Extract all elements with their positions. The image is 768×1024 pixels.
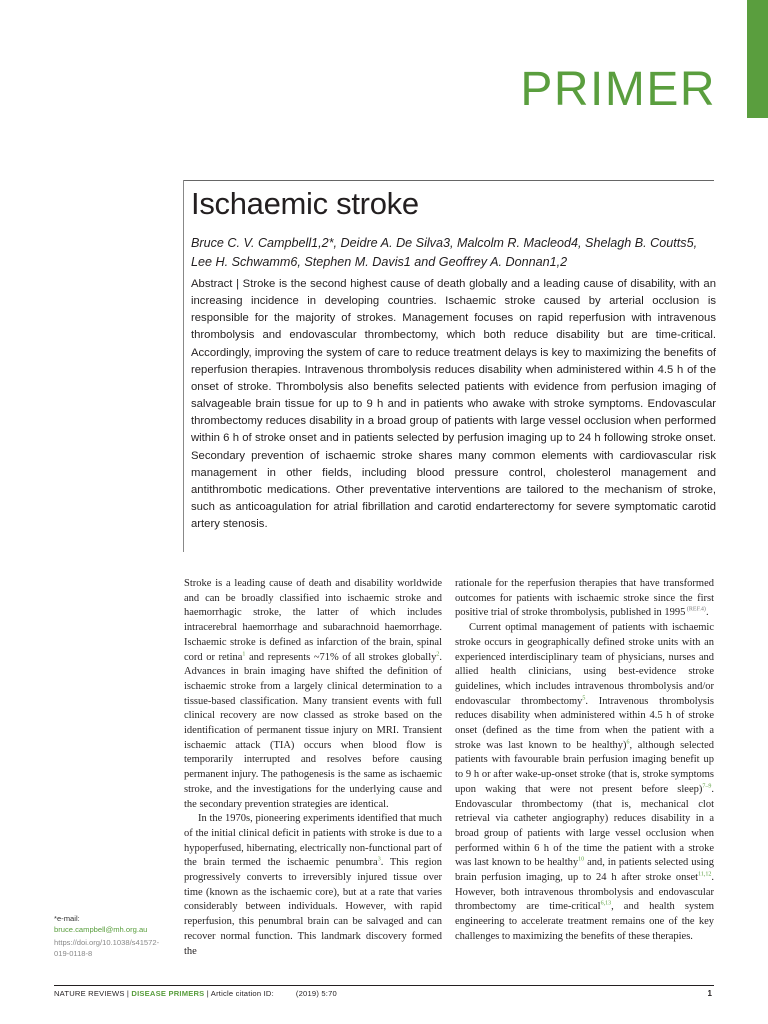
abstract: Abstract | Stroke is the second highest cause of death globally and a leading cause of disability, with an increasing incidence in developing countries. Ischaemic stroke caused by arterial occlusion is responsible for the majority of strokes. Management focuses on rapid reperfusion with intravenous thrombolysis and endovascular thrombectomy, which both reduce disability but are time-critical. Accordingly, improving the system of care to reduce treatment delays is key to maximizing the benefits of reperfusion therapies. Intravenous thrombolysis reduces disability when administered within 4.5 h of the onset of stroke. Thrombolysis also benefits selected patients with evidence from perfusion imaging of salvageable brain tissue for up to 9 h and in patients who awake with stroke symptoms. Endovascular thrombectomy reduces disability in a broad group of patients with large vessel occlusion when performed within 6 h of stroke onset and in patients selected by perfusion imaging up to 24 h following stroke onset. Secondary prevention of ischaemic stroke shares many common elements with cardiovascular risk management in other fields, including blood pressure control, cholesterol management and antithrombotic medications. Other preventative interventions are tailored to the mechanism of stroke, such as anticoagulation for atrial fibrillation and carotid endarterectomy for severe symptomatic carotid artery stenosis. — [191, 278, 716, 531]
reference[interactable]: 1 — [242, 651, 246, 658]
authors-line-1: Bruce C. V. Campbell1,2*, Deidre A. De Silva3, Malcolm R. Macleod4, Shelagh B. Coutts5, — [191, 236, 698, 250]
email-link[interactable]: bruce.campbell@mh.org.au — [54, 925, 148, 934]
reference[interactable]: 3 — [377, 856, 381, 863]
paragraph: Current optimal management of patients with ischaemic stroke occurs in geographically defined stroke units with an experienced interdisciplinary team of physicians, nurses and allied health clinicians, using best-evidence stroke guidelines, which includes intravenous thrombolysis and/or endovascular thrombectomy$^5$. Intravenous thrombolysis reduces disability when administered within 4.5 h of stroke onset (defined as the time from when the patient with a stroke was last known to be healthy)$^6$, although selected patients with favourable brain perfusion imaging benefit up to 9 h or after wake-up-onset stroke (that is, stroke symptoms upon waking that were not present before sleep)$^{7-9}$. Endovascular thrombectomy (that is, mechanical clot retrieval via catheter angiography) reduces disability in a broad group of patients with large vessel occlusion when performed within 6 h of the time the patient with a stroke was last known to be healthy$^{10}$ and, in patients selected using brain perfusion imaging, up to 24 h after stroke onset$^{11,12}$. However, both intravenous thrombolysis and endovascular thrombectomy are time-critical$^{6,13}$, and health system engineering to accelerate treatment remains one of the key challenges to maximizing the benefits of these therapies. — [455, 622, 715, 942]
citation-year: (2019) 5:70 — [295, 989, 337, 998]
reference[interactable]: 5 — [582, 695, 586, 702]
authors-line-2: Lee H. Schwamm6, Stephen M. Davis1 and Geoffrey A. Donnan1,2 — [191, 254, 568, 269]
footer-divider — [54, 985, 714, 986]
paragraph: rationale for the reperfusion therapies that have transformed outcomes for patients with ischaemic stroke since the first positive trial of stroke thrombolysis, published in 1995 $^{(REF.4)}$. — [455, 578, 714, 619]
corresponding-author-note — [54, 913, 164, 959]
article-title: Ischaemic stroke — [191, 186, 419, 221]
reference[interactable]: 6,13 — [600, 900, 612, 907]
email-label: *e-mail: — [54, 914, 80, 923]
page-number: 1 — [707, 989, 712, 998]
journal-brand: DISEASE PRIMERS — [131, 989, 205, 998]
body-column-2 — [455, 577, 714, 945]
paragraph: Stroke is a leading cause of death and disability worldwide and can be broadly classified into ischaemic stroke and haemorrhagic stroke, the latter of which includes intracerebral haemorrhage and subarachnoid haemorrhage. Ischaemic stroke is defined as infarction of the brain, spinal cord or retina$^1$ and represents ~71% of all strokes globally$^2$. Advances in brain imaging have shifted the definition of ischaemic stroke from a largely clinical determination to a tissue-based classification. Many transient events with full clinical recovery are now classed as stroke based on the identification of permanent tissue injury on MRI. Transient ischaemic attack (TIA) occurs when blood flow is temporarily interrupted and resolves before causing permanent injury. The pathogenesis is the same as ischaemic stroke, and the investigations for the underlying cause and the secondary prevention strategies are identical. — [184, 578, 442, 810]
reference[interactable]: 7–9 — [702, 783, 712, 790]
doi-link[interactable]: https://doi.org/10.1038/s41572-019-0118-8 — [54, 938, 160, 958]
reference[interactable]: 2 — [436, 651, 440, 658]
paragraph: In the 1970s, pioneering experiments identified that much of the initial clinical deficit in patients with stroke is due to a hypoperfused, hibernating, electrically non-functional part of the brain termed the ischaemic penumbra$^3$. This region progressively converts to irreversibly injured tissue over time (known as the ischaemic core), but at a rate that varies considerably between individuals. However, with rapid reperfusion, this penumbral brain can be salvaged and can recover normal function. This landmark discovery formed the — [184, 813, 442, 957]
body-column-1 — [184, 577, 442, 959]
section-label: PRIMER — [520, 63, 716, 116]
title-divider — [183, 180, 714, 181]
reference[interactable]: (REF.4) — [685, 606, 706, 613]
footer — [54, 989, 337, 998]
reference[interactable]: 10 — [578, 856, 585, 863]
citation-label: | Article citation ID: — [204, 989, 274, 998]
reference[interactable]: 11,12 — [698, 871, 712, 878]
author-list — [191, 234, 716, 271]
abstract-side-rule — [183, 180, 184, 552]
section-color-bar — [747, 0, 768, 118]
reference[interactable]: 6 — [626, 739, 630, 746]
journal-name: NATURE REVIEWS | — [54, 989, 132, 998]
